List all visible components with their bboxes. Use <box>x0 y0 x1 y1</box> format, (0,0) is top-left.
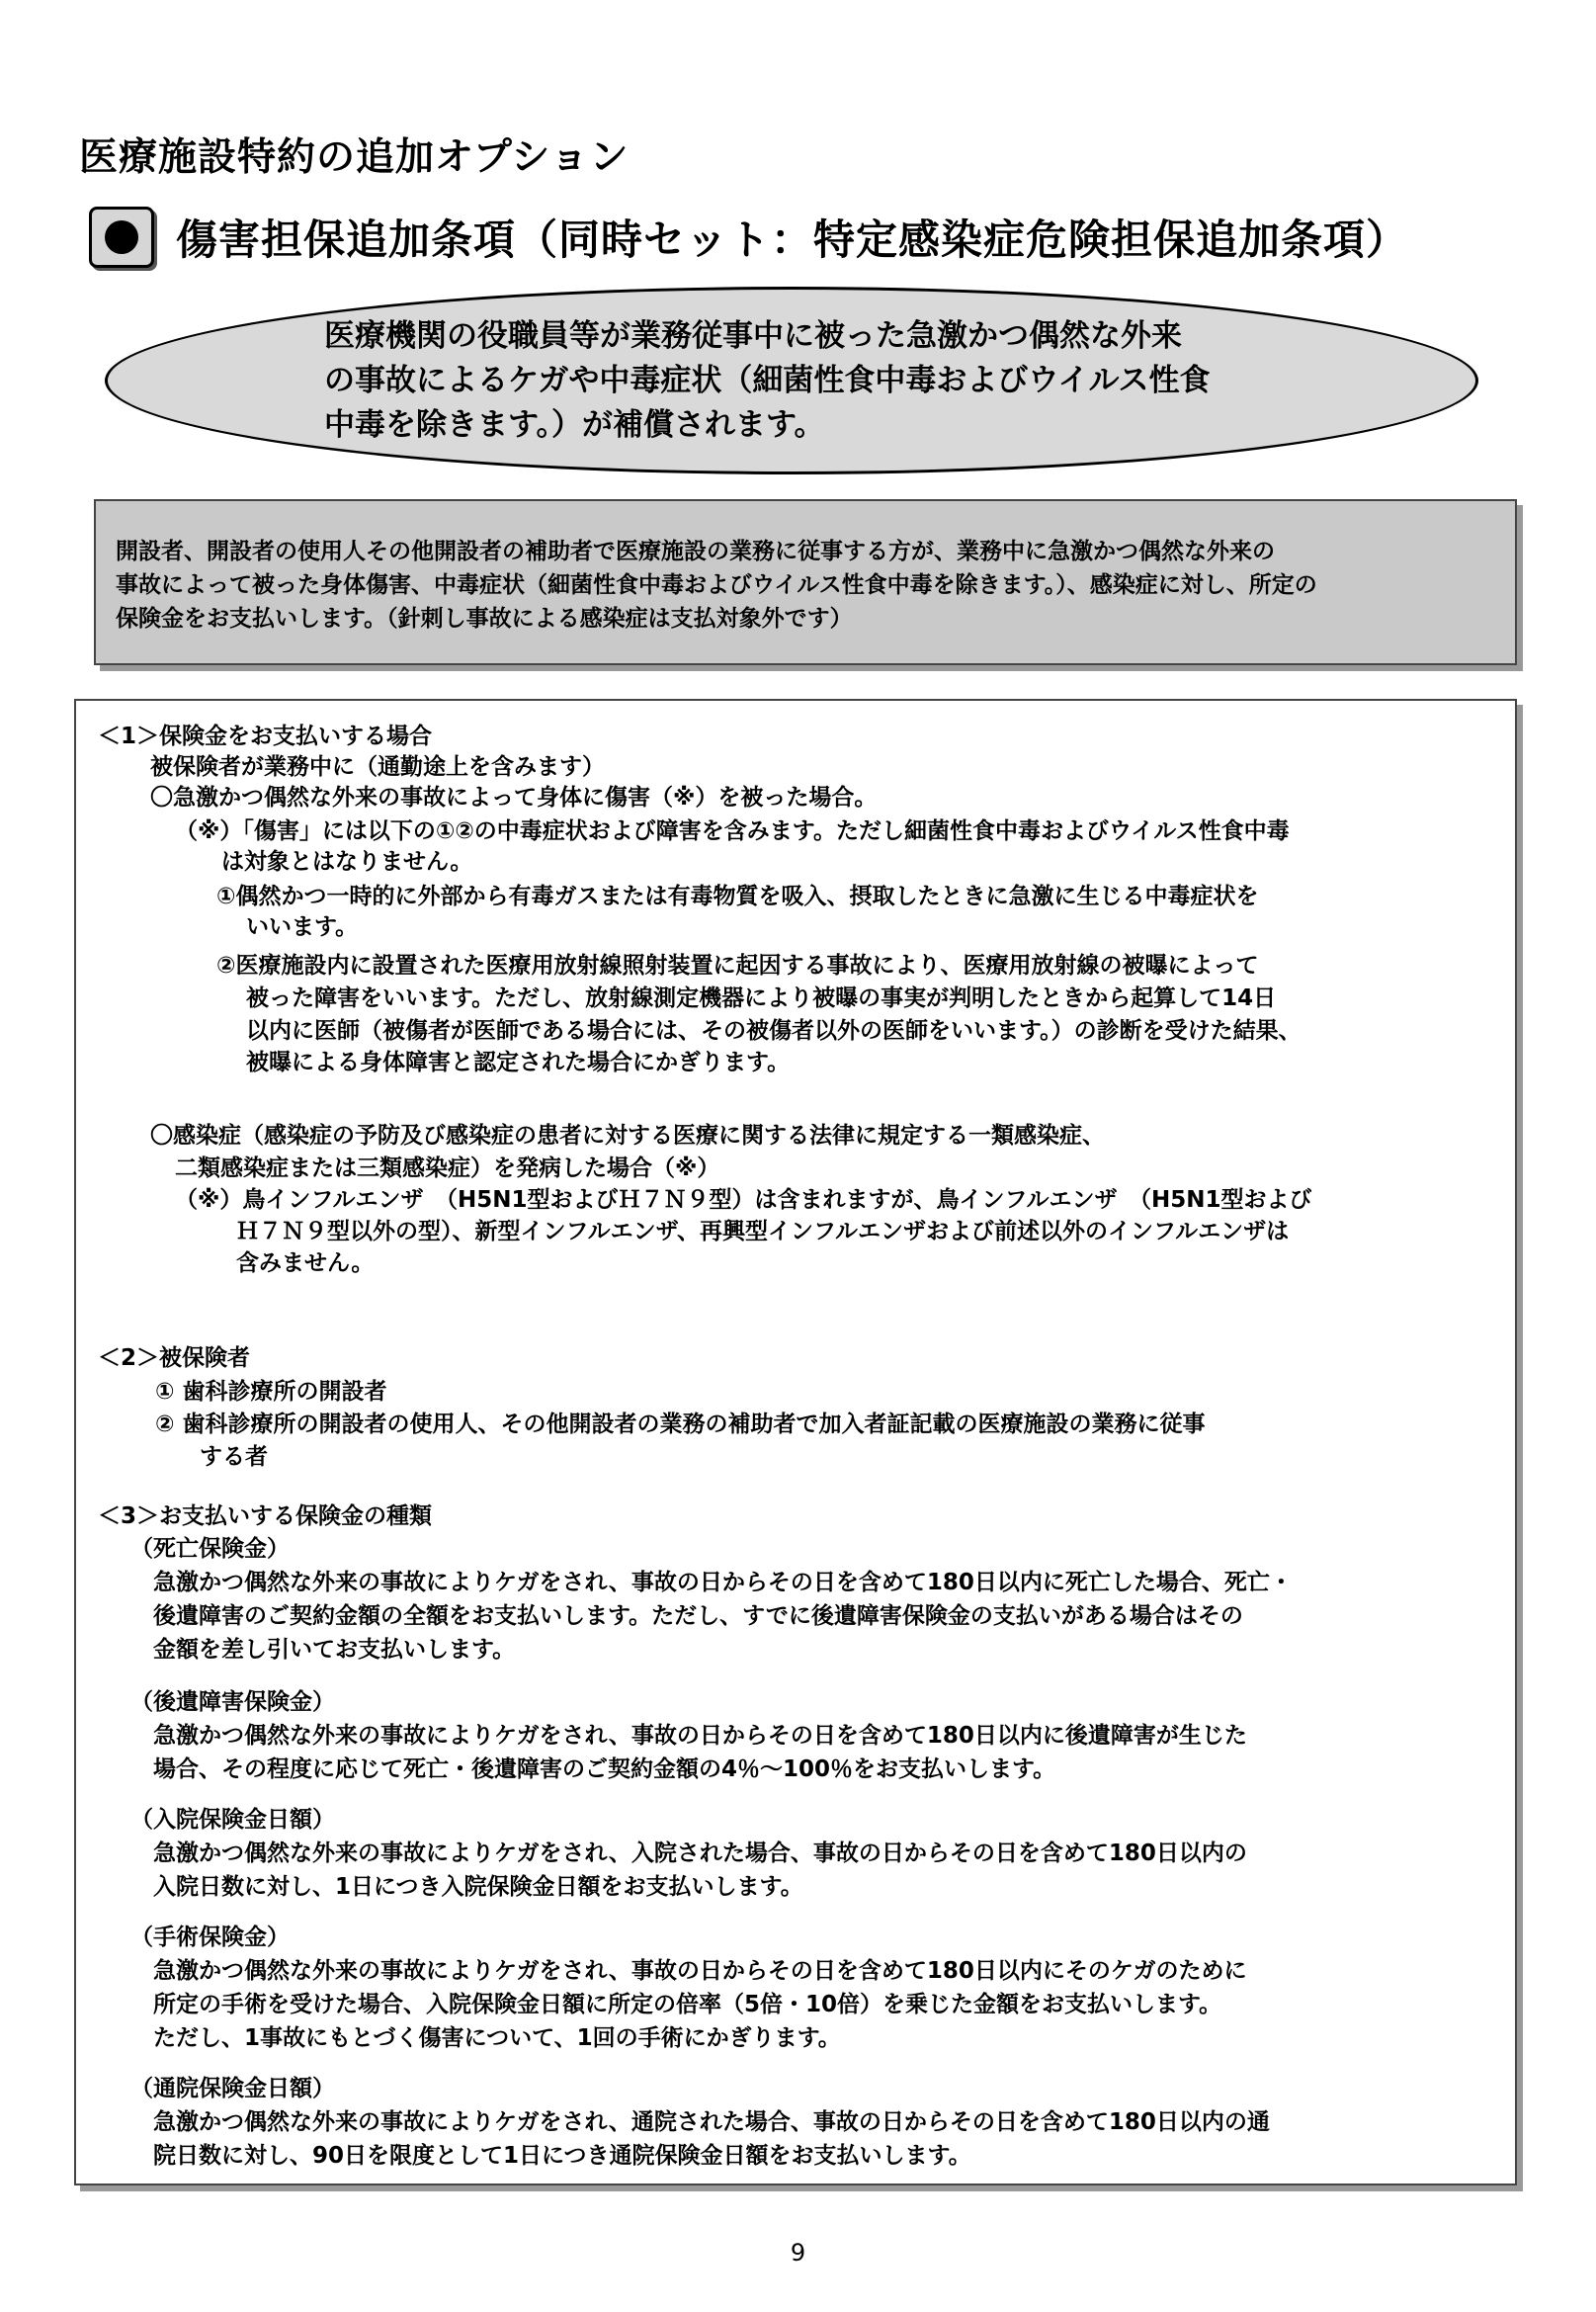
body-line: 金額を差し引いてお支払いします。 <box>153 1637 516 1663</box>
benefit-type-label: （手術保険金） <box>130 1925 290 1950</box>
body-line: ② 歯科診療所の開設者の使用人、その他開設者の業務の補助者で加入者証記載の医療施設の業務に従事 <box>155 1412 1206 1437</box>
body-line: 場合、その程度に応じて死亡・後遺障害のご契約金額の4％～100％をお支払いします。 <box>153 1756 1056 1782</box>
body-line: （※）「傷害」には以下の①②の中毒症状および障害を含みます。ただし細菌性食中毒およびウイルス性食中毒 <box>175 818 1290 844</box>
body-line: ただし、1事故にもとづく傷害について、1回の手術にかぎります。 <box>153 2025 841 2051</box>
body-line: 被った障害をいいます。ただし、放射線測定機器により被曝の事実が判明したときから起算して14日 <box>246 985 1277 1011</box>
ellipse-line: 医療機関の役職員等が業務従事中に被った急激かつ偶然な外来 <box>324 318 1182 354</box>
benefit-type-label: （死亡保険金） <box>130 1536 290 1562</box>
benefit-type-label: （入院保険金日額） <box>130 1807 335 1833</box>
heading-row <box>89 203 1408 272</box>
ellipse-line: 中毒を除きます。）が補償されます。 <box>324 407 825 443</box>
body-line: は対象とはなりません。 <box>221 849 473 875</box>
body-line: ① 歯科診療所の開設者 <box>155 1379 387 1405</box>
body-line: 被曝による身体障害と認定された場合にかぎります。 <box>246 1050 791 1075</box>
body-line: する者 <box>200 1444 268 1470</box>
body-line: いいます。 <box>246 914 359 940</box>
summary-line: 開設者、開設者の使用人その他開設者の補助者で医療施設の業務に従事する方が、業務中に急激かつ偶然な外来の <box>116 539 1275 564</box>
subsection-heading-benefit-types: ＜3＞お支払いする保険金の種類 <box>98 1503 433 1529</box>
body-line: 所定の手術を受けた場合、入院保険金日額に所定の倍率（5倍・10倍）を乗じた金額をお支払いします。 <box>153 1992 1222 2017</box>
bullet-dot-icon <box>105 220 138 254</box>
body-line: 急激かつ偶然な外来の事故によりケガをされ、事故の日からその日を含めて180日以内にそのケガのために <box>153 1958 1247 1984</box>
body-line: 院日数に対し、90日を限度として1日につき通院保険金日額をお支払いします。 <box>153 2143 971 2169</box>
body-line: 〇急激かつ偶然な外来の事故によって身体に傷害（※）を被った場合。 <box>150 785 878 811</box>
body-line: 急激かつ偶然な外来の事故によりケガをされ、通院された場合、事故の日からその日を含めて180日以内の通 <box>153 2109 1270 2135</box>
body-line: 急激かつ偶然な外来の事故によりケガをされ、入院された場合、事故の日からその日を含めて180日以内の <box>153 1841 1247 1866</box>
body-line: 二類感染症または三類感染症）を発病した場合（※） <box>175 1156 720 1181</box>
body-line: 入院日数に対し、1日につき入院保険金日額をお支払いします。 <box>153 1874 803 1900</box>
body-line: 急激かつ偶然な外来の事故によりケガをされ、事故の日からその日を含めて180日以内に後遺障害が生じた <box>153 1723 1247 1749</box>
body-line: ①偶然かつ一時的に外部から有毒ガスまたは有毒物質を吸入、摂取したときに急激に生じる中毒症状を <box>216 884 1259 909</box>
ellipse-line: の事故によるケガや中毒症状（細菌性食中毒およびウイルス性食 <box>324 363 1211 398</box>
page-number: 9 <box>790 2239 806 2267</box>
body-line: 以内に医師（被傷者が医師である場合には、その被傷者以外の医師をいいます。）の診断を受けた結果、 <box>246 1018 1302 1044</box>
benefit-type-label: （通院保険金日額） <box>130 2076 335 2101</box>
summary-line: 保険金をお支払いします。（針刺し事故による感染症は支払対象外です） <box>116 606 853 632</box>
body-line: ②医療施設内に設置された医療用放射線照射装置に起因する事故により、医療用放射線の被曝によって <box>216 953 1259 979</box>
section-heading: 傷害担保追加条項（同時セット：特定感染症危険担保追加条項） <box>176 215 1409 264</box>
bullet-icon <box>89 207 154 268</box>
body-line: 〇感染症（感染症の予防及び感染症の患者に対する医療に関する法律に規定する一類感染症、 <box>150 1123 1105 1149</box>
body-line: 被保険者が業務中に（通勤途上を含みます） <box>150 754 605 780</box>
details-box <box>74 699 1517 2185</box>
summary-line: 事故によって被った身体傷害、中毒症状（細菌性食中毒およびウイルス性食中毒を除きます。）、感染症に対し、所定の <box>116 572 1317 598</box>
subsection-heading-insured: ＜2＞被保険者 <box>98 1345 251 1371</box>
ellipse-text <box>324 314 1312 448</box>
body-line: Ｈ７Ｎ９型以外の型）、新型インフルエンザ、再興型インフルエンザおよび前述以外のインフルエンザは <box>236 1219 1290 1244</box>
body-line: 急激かつ偶然な外来の事故によりケガをされ、事故の日からその日を含めて180日以内に死亡した場合、死亡・ <box>153 1570 1293 1595</box>
summary-box <box>94 499 1517 665</box>
benefit-type-label: （後遺障害保険金） <box>130 1689 335 1715</box>
body-line: 後遺障害のご契約金額の全額をお支払いします。ただし、すでに後遺障害保険金の支払いがある場合はその <box>153 1603 1243 1629</box>
body-line: 含みません。 <box>236 1250 375 1276</box>
subsection-heading-payment-cases: ＜1＞保険金をお支払いする場合 <box>98 724 433 749</box>
body-line: （※）鳥インフルエンザ （H5N1型およびＨ７Ｎ９型）は含まれますが、鳥インフルエンザ （H5N1型および <box>175 1187 1312 1213</box>
page-title: 医療施設特約の追加オプション <box>79 135 630 180</box>
